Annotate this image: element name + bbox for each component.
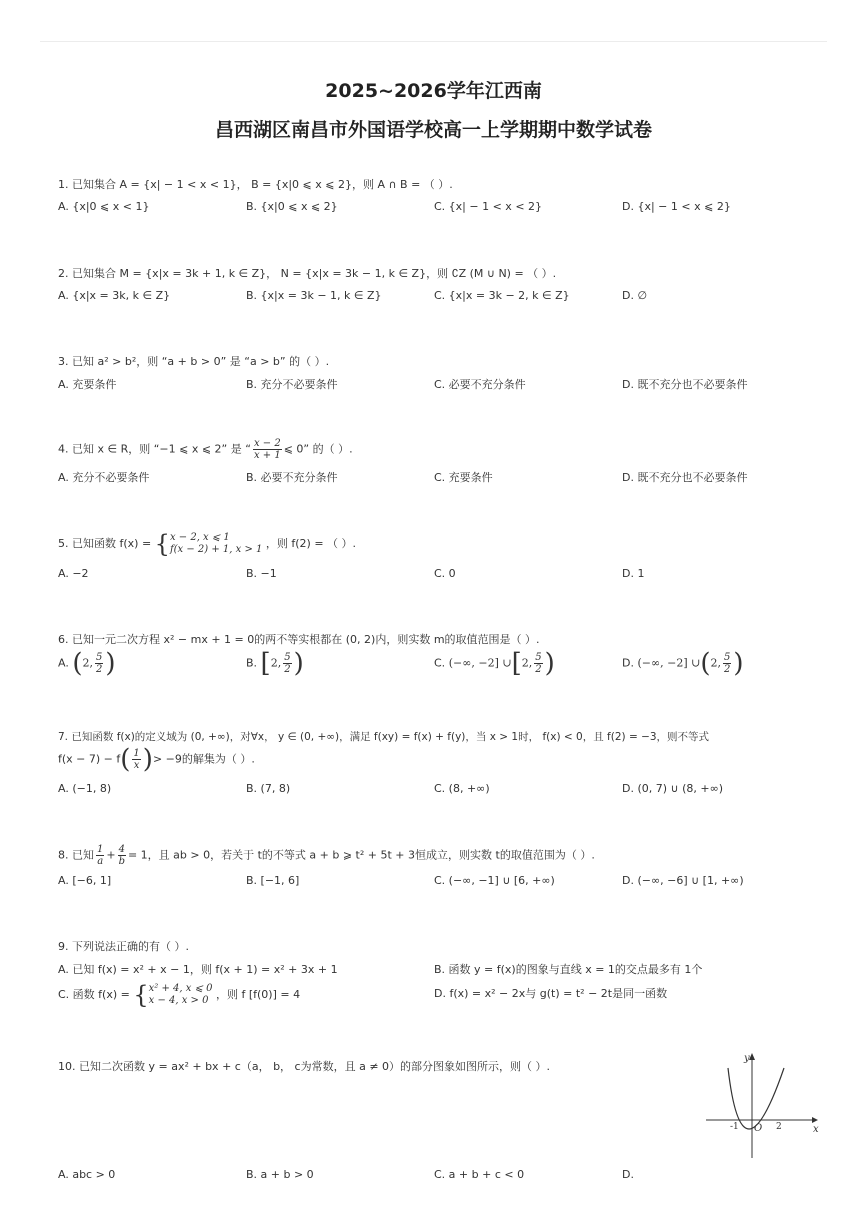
question-8-fraction-2 <box>118 844 126 867</box>
question-3-option-c: C. 必要不充分条件 <box>434 378 526 391</box>
question-8-stem-pre: 8. 已知 <box>58 848 94 862</box>
question-3-option-b: B. 充分不必要条件 <box>246 378 338 391</box>
x-tick-2: 2 <box>776 1122 782 1132</box>
fraction-denominator: x + 1 <box>253 450 281 461</box>
question-5-option-b: B. −1 <box>246 567 277 580</box>
fraction-numerator: 5 <box>284 652 291 663</box>
question-9-option-b: B. 函数 y = f(x)的图象与直线 x = 1的交点最多有 1个 <box>434 963 703 976</box>
fraction-numerator: 1 <box>97 844 104 855</box>
fraction-denominator: b <box>118 856 125 867</box>
question-10-stem: 10. 已知二次函数 y = ax² + bx + c（a， b， c为常数，且 a ≠ 0）的部分图象如图所示，则（ ）. <box>58 1060 551 1073</box>
question-4-option-b: B. 必要不充分条件 <box>246 471 338 484</box>
question-7-stem-line1: 7. 已知函数 f(x)的定义域为 (0, +∞)，对∀x， y ∈ (0, +∞)，满足 f(xy) = f(x) + f(y)，当 x > 1时， f(x) < 0，且 f(2) = −3，则不等式 <box>58 731 710 743</box>
fraction-numerator: x − 2 <box>253 438 281 449</box>
x-axis-arrow-icon <box>812 1117 818 1123</box>
fraction-numerator: 4 <box>118 844 125 855</box>
close-paren: ) <box>733 648 744 679</box>
question-5-option-c: C. 0 <box>434 567 456 580</box>
case-1: x − 2, x ⩽ 1 <box>169 532 230 543</box>
question-1-option-c: C. {x| − 1 < x < 2} <box>434 200 543 213</box>
question-4-stem-pre: 4. 已知 x ∈ R，则 “−1 ⩽ x ⩽ 2” 是 “ <box>58 442 251 456</box>
question-7-option-b: B. (7, 8) <box>246 782 291 795</box>
option-label: B. <box>246 656 258 670</box>
question-8-option-a: A. [−6, 1] <box>58 874 112 887</box>
question-8-option-b: B. [−1, 6] <box>246 874 300 887</box>
question-9-option-c-post: ，则 f [f(0)] = 4 <box>215 988 301 1001</box>
piecewise-brace: { <box>154 530 170 558</box>
question-7-option-d: D. (0, 7) ∪ (8, +∞) <box>622 782 724 795</box>
fraction-numerator: 5 <box>535 652 542 663</box>
option-label: C. <box>434 656 446 670</box>
fraction <box>723 652 731 675</box>
question-6-option-d <box>622 648 744 679</box>
question-2-option-b: B. {x|x = 3k − 1, k ∈ Z} <box>246 289 382 302</box>
open-bracket: [ <box>260 648 271 679</box>
interval-start: 2, <box>82 656 93 670</box>
question-9-option-c-pre: C. 函数 f(x) = <box>58 988 130 1001</box>
option-label: A. <box>58 656 69 670</box>
question-1-option-b: B. {x|0 ⩽ x ⩽ 2} <box>246 200 338 213</box>
question-9-option-a: A. 已知 f(x) = x² + x − 1，则 f(x + 1) = x² + 3x + 1 <box>58 963 338 976</box>
interval-start: 2, <box>710 656 722 670</box>
question-8-option-d: D. (−∞, −6] ∪ [1, +∞) <box>622 874 744 887</box>
y-axis-arrow-icon <box>749 1053 755 1060</box>
question-3-stem: 3. 已知 a² > b²，则 “a + b > 0” 是 “a > b” 的（ ）. <box>58 355 330 368</box>
question-5-stem-pre: 5. 已知函数 f(x) = <box>58 537 152 550</box>
question-6-option-c <box>434 648 555 679</box>
question-4-option-d: D. 既不充分也不必要条件 <box>622 471 748 484</box>
question-2-stem: 2. 已知集合 M = {x|x = 3k + 1, k ∈ Z}， N = {x|x = 3k − 1, k ∈ Z}，则 ∁Z (M ∪ N) = （ ）. <box>58 267 557 280</box>
y-axis-label: y <box>744 1053 750 1064</box>
top-divider <box>40 41 827 42</box>
question-10-option-d: D. <box>622 1168 634 1181</box>
question-10-option-b: B. a + b > 0 <box>246 1168 314 1181</box>
question-5-stem-post: ，则 f(2) = （ ）. <box>265 537 357 550</box>
question-4-stem-post: ⩽ 0” 的（ ）. <box>283 442 353 456</box>
fraction <box>283 652 291 675</box>
fraction-denominator: a <box>97 856 104 867</box>
question-1-option-a: A. {x|0 ⩽ x < 1} <box>58 200 150 213</box>
question-8-stem <box>58 844 838 867</box>
origin-label: O <box>754 1123 763 1134</box>
option-label: D. <box>622 656 634 670</box>
question-2-option-c: C. {x|x = 3k − 2, k ∈ Z} <box>434 289 570 302</box>
question-2-option-a: A. {x|x = 3k, k ∈ Z} <box>58 289 171 302</box>
question-9-stem: 9. 下列说法正确的有（ ）. <box>58 940 189 953</box>
fraction-denominator: 2 <box>535 664 542 675</box>
question-7-option-c: C. (8, +∞) <box>434 782 490 795</box>
x-tick-neg1: -1 <box>730 1122 739 1132</box>
question-8-option-c: C. (−∞, −1] ∪ [6, +∞) <box>434 874 555 887</box>
question-4-fraction <box>253 438 282 461</box>
open-bracket: [ <box>511 648 522 679</box>
interval-prefix: (−∞, −2] ∪ <box>448 656 512 670</box>
plus-sign: + <box>106 848 116 862</box>
question-5-stem <box>58 532 838 556</box>
question-3-option-d: D. 既不充分也不必要条件 <box>622 378 748 391</box>
fraction-denominator: 2 <box>284 664 291 675</box>
question-5-cases <box>170 532 262 556</box>
question-9-option-d: D. f(x) = x² − 2x与 g(t) = t² − 2t是同一函数 <box>434 987 668 1000</box>
close-paren: ) <box>105 648 116 679</box>
question-7-stem-post: > −9的解集为（ ）. <box>152 752 255 766</box>
question-6-option-b <box>246 648 304 679</box>
fraction-numerator: 5 <box>724 652 731 663</box>
interval-prefix: (−∞, −2] ∪ <box>637 656 701 670</box>
question-1-stem: 1. 已知集合 A = {x| − 1 < x < 1}， B = {x|0 ⩽ x ⩽ 2}，则 A ∩ B = （ ）. <box>58 178 453 191</box>
question-4-option-c: C. 充要条件 <box>434 471 493 484</box>
interval-start: 2, <box>521 656 533 670</box>
question-4-option-a: A. 充分不必要条件 <box>58 471 150 484</box>
fraction-numerator: 5 <box>95 652 103 663</box>
question-6-option-a <box>58 648 116 679</box>
case-1: x² + 4, x ⩽ 0 <box>148 983 213 994</box>
fraction <box>534 652 542 675</box>
close-paren: ) <box>293 648 304 679</box>
question-7-stem-pre: f(x − 7) − f <box>58 752 121 766</box>
piecewise-brace: { <box>133 981 149 1009</box>
fraction-denominator: x <box>133 760 140 771</box>
question-6-stem: 6. 已知一元二次方程 x² − mx + 1 = 0的两不等实根都在 (0, 2)内，则实数 m的取值范围是（ ）. <box>58 633 540 646</box>
fraction-denominator: 2 <box>95 664 103 675</box>
question-7-fraction <box>132 748 140 771</box>
question-3-option-a: A. 充要条件 <box>58 378 117 391</box>
close-paren: ) <box>544 648 555 679</box>
page-title-line2: 昌西湖区南昌市外国语学校高一上学期期中数学试卷 <box>214 119 652 141</box>
question-4-stem <box>58 438 838 461</box>
question-8-fraction-1 <box>96 844 104 867</box>
question-7-option-a: A. (−1, 8) <box>58 782 112 795</box>
question-5-option-d: D. 1 <box>622 567 645 580</box>
question-10-option-c: C. a + b + c < 0 <box>434 1168 525 1181</box>
case-2: x − 4, x > 0 <box>148 995 209 1006</box>
fraction-numerator: 1 <box>133 748 140 759</box>
fraction-denominator: 2 <box>724 664 731 675</box>
question-5-option-a: A. −2 <box>58 567 89 580</box>
close-paren: ) <box>142 744 153 775</box>
question-9-option-c <box>58 983 300 1007</box>
page-title-line1: 2025~2026学年江西南 <box>325 80 542 102</box>
question-7-stem-line2 <box>58 744 838 775</box>
question-8-stem-post: = 1，且 ab > 0，若关于 t的不等式 a + b ⩾ t² + 5t + 3恒成立，则实数 t的取值范围为（ ）. <box>127 848 595 862</box>
question-2-option-d: D. ∅ <box>622 289 648 302</box>
open-paren: ( <box>120 744 131 775</box>
interval-start: 2, <box>270 656 282 670</box>
fraction <box>95 652 103 675</box>
question-1-option-d: D. {x| − 1 < x ⩽ 2} <box>622 200 731 213</box>
case-2: f(x − 2) + 1, x > 1 <box>169 544 263 555</box>
question-9-cases <box>149 983 213 1007</box>
question-10-parabola-graph <box>700 1050 820 1162</box>
x-axis-label: x <box>813 1124 819 1135</box>
open-paren: ( <box>72 648 83 679</box>
question-10-option-a: A. abc > 0 <box>58 1168 116 1181</box>
open-paren: ( <box>700 648 711 679</box>
